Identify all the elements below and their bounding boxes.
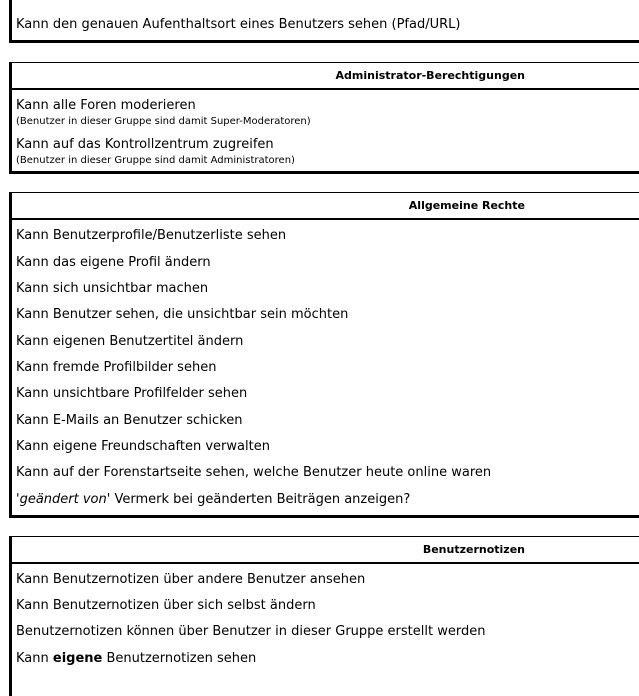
permission-section-general xyxy=(9,192,639,518)
permission-row-edited-note xyxy=(16,492,410,508)
permission-row: Kann Benutzer sehen, die unsichtbar sein möchten xyxy=(16,307,349,322)
emphasis-text: eigene xyxy=(52,651,103,666)
permission-row: Kann Benutzernotizen über andere Benutzer ansehen xyxy=(16,572,366,587)
permission-section-admin xyxy=(9,62,639,174)
quote-mark: ' xyxy=(16,492,20,507)
permission-view-location: Kann den genauen Aufenthaltsort eines Benutzers sehen (Pfad/URL) xyxy=(16,17,461,32)
row-text: Kann xyxy=(16,651,53,666)
permission-moderate-all: Kann alle Foren moderieren xyxy=(16,98,196,113)
permission-note: (Benutzer in dieser Gruppe sind damit Super-Moderatoren) xyxy=(16,116,311,127)
permission-note: (Benutzer in dieser Gruppe sind damit Administratoren) xyxy=(16,155,295,166)
permission-row: Kann unsichtbare Profilfelder sehen xyxy=(16,386,248,401)
permission-section-notes xyxy=(9,536,639,696)
permission-control-center: Kann auf das Kontrollzentrum zugreifen xyxy=(16,137,274,152)
permission-row: Kann fremde Profilbilder sehen xyxy=(16,360,217,375)
permission-row: Kann auf der Forenstartseite sehen, welche Benutzer heute online waren xyxy=(16,465,492,480)
permission-row-own-notes xyxy=(16,651,256,667)
permission-row: Kann E-Mails an Benutzer schicken xyxy=(16,413,243,428)
permission-section-location xyxy=(9,0,639,43)
edited-by-text: geändert von xyxy=(19,492,107,507)
permission-row: Kann eigenen Benutzertitel ändern xyxy=(16,334,244,349)
permission-row: Kann eigene Freundschaften verwalten xyxy=(16,439,270,454)
section-header: Benutzernotizen xyxy=(12,537,639,564)
row-text: Benutzernotizen sehen xyxy=(102,651,257,666)
permission-row: Kann Benutzerprofile/Benutzerliste sehen xyxy=(16,228,287,243)
permission-row: Benutzernotizen können über Benutzer in dieser Gruppe erstellt werden xyxy=(16,624,486,639)
row-text: ' Vermerk bei geänderten Beiträgen anzeigen? xyxy=(106,492,411,507)
permission-row: Kann das eigene Profil ändern xyxy=(16,255,211,270)
permission-row: Kann sich unsichtbar machen xyxy=(16,281,209,296)
section-header: Allgemeine Rechte xyxy=(12,193,639,220)
section-header: Administrator-Berechtigungen xyxy=(12,63,639,90)
permission-row: Kann Benutzernotizen über sich selbst ändern xyxy=(16,598,316,613)
